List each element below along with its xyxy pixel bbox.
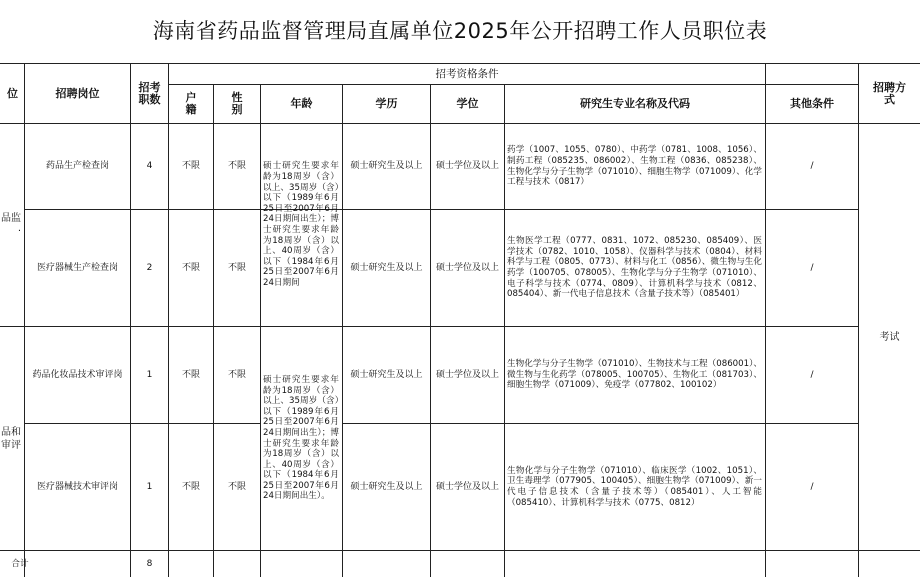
grid-line	[504, 84, 505, 577]
header-degree: 学位	[456, 97, 479, 110]
row-gender: 不限	[227, 481, 246, 492]
header-conditions-group: 招考资格条件	[435, 67, 499, 80]
header-gender: 性 别	[231, 91, 243, 116]
row-count: 1	[146, 481, 153, 492]
row-position: 药品化妆品技术审评岗	[32, 369, 123, 380]
grid-line	[260, 84, 261, 577]
row-major: 生物化学与分子生物学（071010）、临床医学（1002、1051）、卫生毒理学（077905、100405）、细胞生物学（071009）、新一代电子信息技术（含量子技术等）（085401）、人工智能（085410）、计算机科学与技术（0775、0812）	[507, 465, 762, 508]
header-count: 招考 职数	[138, 80, 161, 106]
total-label: 合计	[11, 558, 29, 569]
row-count: 2	[146, 262, 153, 273]
header-age: 年龄	[290, 97, 313, 110]
row-count: 1	[146, 369, 153, 380]
row-education: 硕士研究生及以上	[350, 481, 423, 492]
row-education: 硕士研究生及以上	[350, 161, 423, 171]
row-degree: 硕士学位及以上	[435, 262, 499, 273]
row-education: 硕士研究生及以上	[350, 369, 423, 380]
row-major: 生物医学工程（0777、0831、1072、085230、085409）、医学技术（0782、1010、1058）、仪器科学与技术（0804）、材料科学与工程（0805、0773）、材料与化工（0856）、微生物与生化药学（100705、078005）、生物化学与分子生物学（071010）、电子科学与技术（0774、0809）、计算机科学与技术（0812、085404）、新一代电子信息技术（含量子技术等）（085401）	[507, 236, 762, 300]
row-hukou: 不限	[181, 369, 200, 380]
header-major: 研究生专业名称及代码	[580, 97, 690, 110]
age-requirement: 硕士研究生要求年龄为18周岁（含）以上、35周岁（含）以下（1989年6月25日至2007年6月24日期间出生）；博士研究生要求年龄为18周岁（含）以上、40周岁（含）以下（1984年6月25日至2007年6月24日期间出生）。	[263, 374, 339, 502]
row-other: /	[810, 369, 814, 380]
header-position: 招聘岗位	[55, 86, 100, 100]
row-other: /	[810, 481, 814, 492]
row-position: 医疗器械生产检查岗	[36, 262, 118, 273]
header-education: 学历	[375, 97, 398, 110]
row-other: /	[810, 262, 814, 273]
page-title: 海南省药品监督管理局直属单位2025年公开招聘工作人员职位表	[152, 19, 768, 43]
row-position: 医疗器械技术审评岗	[36, 481, 118, 492]
row-gender: 不限	[227, 262, 246, 273]
header-other: 其他条件	[790, 97, 834, 110]
row-hukou: 不限	[181, 481, 200, 492]
row-major: 药学（1007、1055、0780）、中药学（0781、1008、1056）、制药工程（085235、086002）、生物工程（0836、085238）、生物化学与分子生物学（071010）、细胞生物学（071009）、化学工程与技术（0817）	[507, 145, 762, 188]
header-method: 招聘方 式	[873, 80, 906, 106]
header-unit: 位	[7, 86, 18, 100]
row-position: 药品生产检查岗	[45, 161, 109, 171]
unit-label: 品和 审评	[1, 426, 21, 451]
row-degree: 硕士学位及以上	[435, 161, 499, 171]
grid-line	[342, 84, 343, 577]
age-requirement: 硕士研究生要求年龄为18周岁（含）以上、35周岁（含）以下（1989年6月25日至2007年6月24日期间出生）；博士研究生要求年龄为18周岁（含）以上、40周岁（含）以下（1984年6月25日至2007年6月24日期间	[263, 161, 339, 288]
total-count: 8	[146, 558, 153, 569]
row-count: 4	[146, 161, 153, 171]
recruit-method: 考试	[879, 331, 900, 343]
row-major: 生物化学与分子生物学（071010）、生物技术与工程（086001）、微生物与生化药学（078005、100705）、生物化工（081703）、细胞生物学（071009）、免疫学（077802、100102）	[507, 359, 762, 391]
grid-line	[430, 84, 431, 577]
row-education: 硕士研究生及以上	[350, 262, 423, 273]
row-gender: 不限	[227, 161, 246, 171]
row-other: /	[810, 161, 814, 171]
unit-label: 品监 ·	[1, 213, 21, 237]
row-degree: 硕士学位及以上	[435, 369, 499, 380]
header-hukou: 户 籍	[185, 91, 197, 116]
row-degree: 硕士学位及以上	[435, 481, 499, 492]
row-hukou: 不限	[181, 262, 200, 273]
row-hukou: 不限	[181, 161, 200, 171]
row-gender: 不限	[227, 369, 246, 380]
